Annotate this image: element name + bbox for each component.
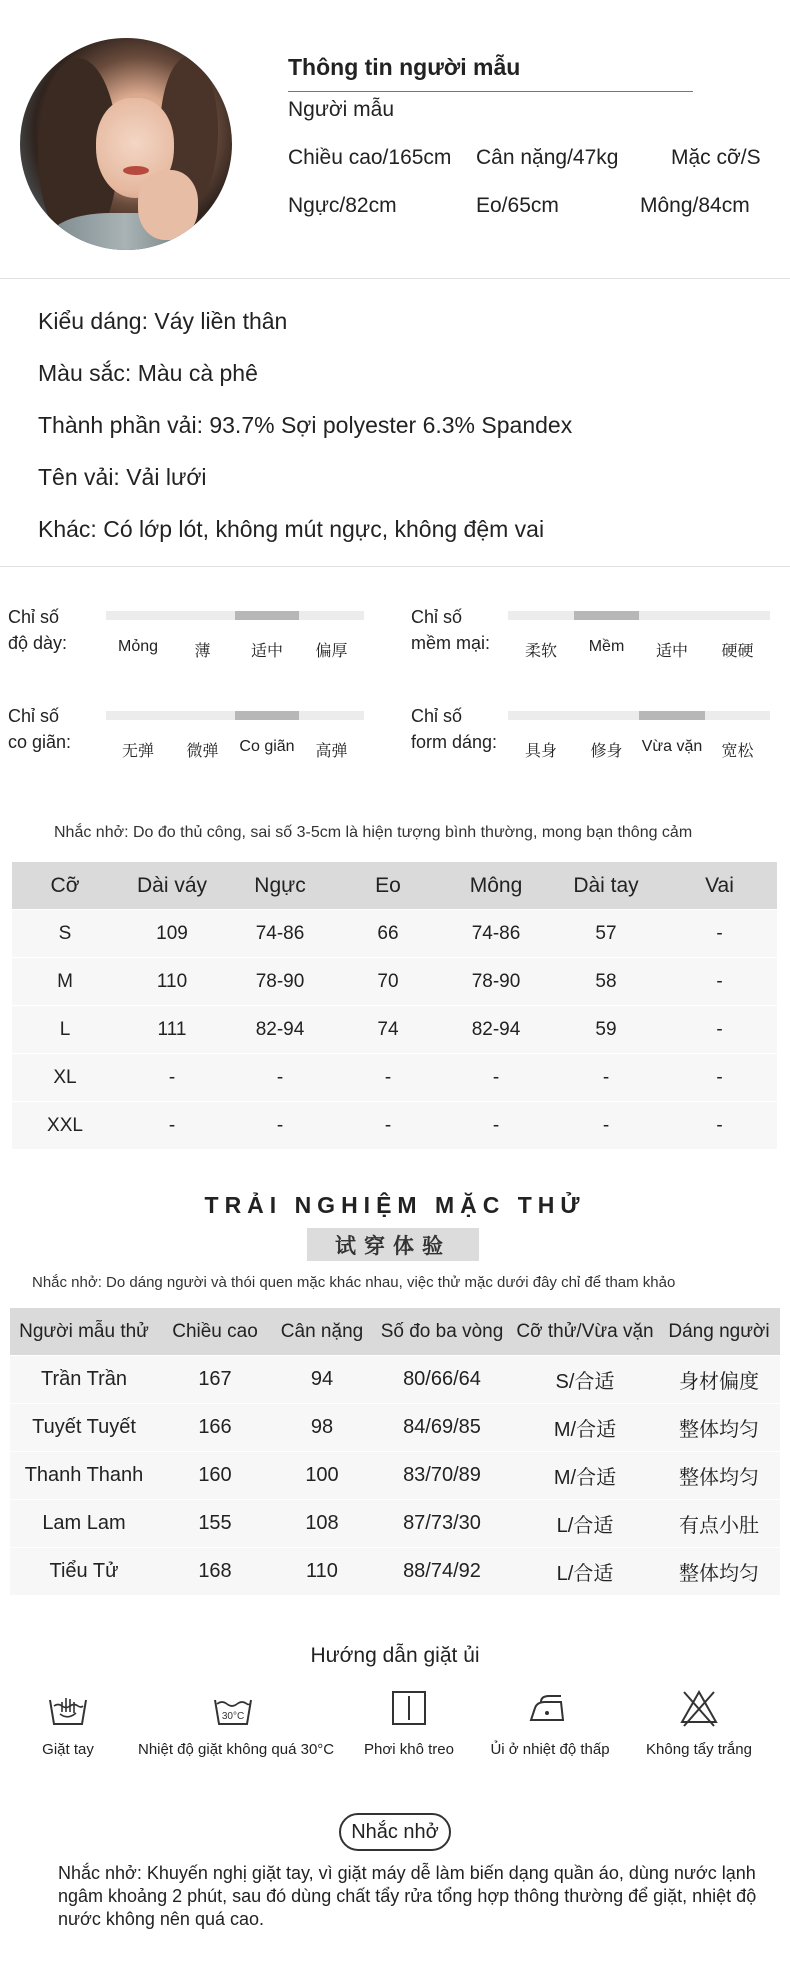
- thickness-option: 薄: [194, 643, 211, 660]
- attr-other: Khác: Có lớp lót, không mút ngực, không đệm vai: [38, 516, 545, 542]
- fit-option: 修身: [590, 743, 623, 760]
- header-cell: Cân nặng: [280, 1320, 364, 1342]
- laundry-label: Nhiệt độ giặt không quá 30°C: [138, 1741, 335, 1758]
- size-table: [12, 862, 777, 1149]
- laundry-label: Giặt tay: [42, 1741, 94, 1758]
- header-cell: Số đo ba vòng: [380, 1320, 504, 1342]
- fit-option: 宽松: [721, 743, 754, 760]
- softness-selected-marker: [574, 611, 639, 620]
- laundry-label: Không tẩy trắng: [646, 1741, 752, 1758]
- softness-scale-bar: [508, 611, 770, 620]
- tryon-badge: 试穿体验: [307, 1228, 479, 1261]
- attr-fabric-name: Tên vải: Vải lưới: [38, 464, 207, 490]
- size-table-header: [12, 862, 777, 909]
- header-cell: Cỡ: [50, 873, 80, 897]
- softness-option: 柔软: [524, 643, 557, 660]
- laundry-label: Ủi ở nhiệt độ thấp: [490, 1741, 610, 1758]
- thickness-option: Mỏng: [117, 638, 159, 655]
- svg-text:30°C: 30°C: [221, 1711, 245, 1722]
- tryon-note: Nhắc nhở: Do dáng người và thói quen mặc khác nhau, việc thử mặc dưới đây chỉ để tham khảo: [32, 1274, 676, 1291]
- header-cell: Dài tay: [573, 873, 639, 897]
- divider: [0, 566, 790, 567]
- tryon-title: TRẢI NGHIỆM MẶC THỬ: [204, 1192, 586, 1218]
- table-row: S 109 74-86 66 74-86 57 -: [12, 910, 777, 957]
- header-cell: Dáng người: [668, 1320, 770, 1342]
- table-row: Thanh Thanh 160 100 83/70/89 M/合适 整体均匀: [10, 1452, 780, 1499]
- wash-30-icon: [213, 1688, 253, 1728]
- table-row: XXL - - - - - -: [12, 1102, 777, 1149]
- header-cell: Người mẫu thử: [19, 1320, 149, 1342]
- tryon-table-header: [10, 1308, 780, 1355]
- attr-fabric-composition: Thành phần vải: 93.7% Sợi polyester 6.3% Spandex: [38, 412, 573, 438]
- header-cell: Chiều cao: [172, 1320, 258, 1342]
- header-cell: Ngực: [254, 873, 306, 897]
- laundry-title: Hướng dẫn giặt ủi: [310, 1644, 480, 1667]
- hand-wash-icon: [48, 1688, 88, 1728]
- softness-option: 适中: [655, 643, 688, 660]
- table-row: Tiểu Tử 168 110 88/74/92 L/合适 整体均匀: [10, 1548, 780, 1595]
- model-photo: [20, 38, 232, 250]
- thickness-index-label: Chỉ số độ dày:: [8, 607, 68, 653]
- softness-option: Mềm: [588, 638, 625, 655]
- tryon-table: [10, 1308, 780, 1598]
- model-info-title: Thông tin người mẫu: [288, 54, 521, 80]
- model-subtitle: Người mẫu: [288, 98, 395, 121]
- fit-option: 具身: [524, 743, 557, 760]
- thickness-option: 偏厚: [315, 643, 348, 660]
- table-row: M 110 78-90 70 78-90 58 -: [12, 958, 777, 1005]
- size-note: Nhắc nhở: Do đo thủ công, sai số 3-5cm là hiện tượng bình thường, mong bạn thông cảm: [54, 824, 693, 841]
- softness-index-label: Chỉ số mềm mại:: [411, 607, 491, 653]
- laundry-label: Phơi khô treo: [364, 1741, 454, 1758]
- line-dry-icon: [389, 1688, 429, 1728]
- fit-selected-marker: [639, 711, 705, 720]
- table-row: Tuyết Tuyết 166 98 84/69/85 M/合适 整体均匀: [10, 1404, 780, 1451]
- no-bleach-icon: [679, 1688, 719, 1728]
- fit-option: Vừa vặn: [641, 738, 703, 755]
- header-cell: Eo: [375, 873, 401, 897]
- table-row: XL - - - - - -: [12, 1054, 777, 1101]
- header-cell: Mông: [469, 873, 523, 897]
- elasticity-selected-marker: [235, 711, 299, 720]
- softness-option: 硬硬: [721, 643, 754, 660]
- elasticity-option: Co giãn: [239, 738, 295, 755]
- title-divider: [288, 91, 693, 92]
- model-waist: Eo/65cm: [476, 194, 559, 217]
- header-cell: Cỡ thử/Vừa vặn: [516, 1320, 654, 1342]
- model-size: Mặc cỡ/S: [671, 146, 761, 169]
- iron-low-icon: [527, 1688, 567, 1728]
- model-bust: Ngực/82cm: [288, 194, 397, 217]
- elasticity-index-label: Chỉ số co giãn:: [8, 706, 72, 752]
- attr-style: Kiểu dáng: Váy liền thân: [38, 308, 288, 334]
- fit-index-label: Chỉ số form dáng:: [411, 706, 498, 752]
- table-row: Trần Trần 167 94 80/66/64 S/合适 身材偏度: [10, 1356, 780, 1403]
- elasticity-option: 微弹: [186, 743, 219, 760]
- elasticity-option: 高弹: [315, 743, 348, 760]
- table-row: Lam Lam 155 108 87/73/30 L/合适 有点小肚: [10, 1500, 780, 1547]
- table-row: L 111 82-94 74 82-94 59 -: [12, 1006, 777, 1053]
- model-weight: Cân nặng/47kg: [476, 146, 619, 169]
- model-info-section: [0, 0, 790, 278]
- divider: [0, 278, 790, 279]
- thickness-selected-marker: [235, 611, 299, 620]
- reminder-text: Nhắc nhở: Khuyến nghị giặt tay, vì giặt máy dễ làm biến dạng quần áo, dùng nước lạnh ngâm khoảng 2 phút, sau đó dùng chất tẩy rửa tổng hợp thông thường để giặt, nhiệt độ nước không nên quá cao.: [58, 1863, 757, 1929]
- model-hips: Mông/84cm: [640, 194, 750, 217]
- attr-color: Màu sắc: Màu cà phê: [38, 360, 258, 386]
- header-cell: Dài váy: [136, 873, 208, 897]
- model-height: Chiều cao/165cm: [288, 146, 452, 169]
- elasticity-option: 无弹: [121, 743, 154, 760]
- header-cell: Vai: [705, 873, 734, 897]
- reminder-badge: Nhắc nhở: [339, 1813, 451, 1851]
- thickness-option: 适中: [250, 643, 283, 660]
